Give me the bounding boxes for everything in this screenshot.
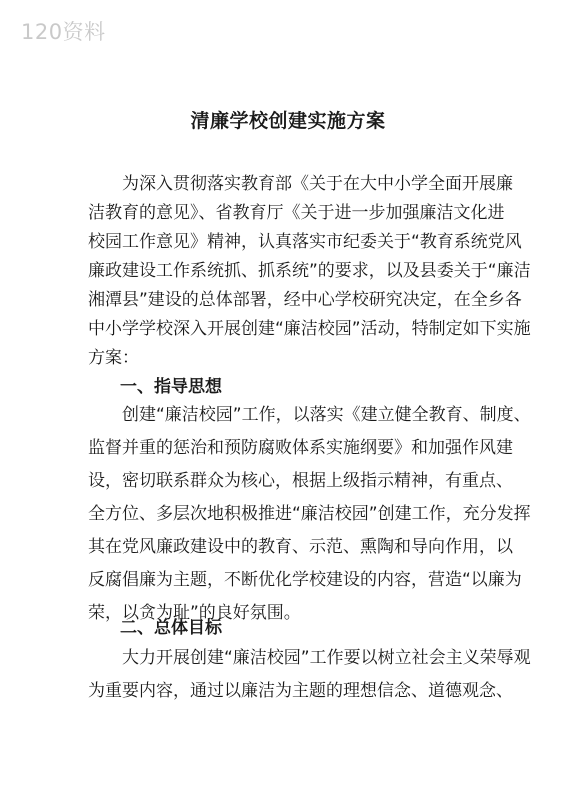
intro-line: 方案：: [88, 348, 139, 368]
section1-line: 荣，以贪为耻”的良好氛围。: [88, 603, 301, 623]
section2-line: 大力开展创建“廉洁校园”工作要以树立社会主义荣辱观: [122, 648, 531, 668]
intro-line: 中小学学校深入开展创建“廉洁校园”活动，特制定如下实施: [88, 319, 531, 339]
section1-line: 全方位、多层次地积极推进“廉洁校园”创建工作，充分发挥: [88, 504, 531, 524]
intro-line: 湘潭县”建设的总体部署，经中心学校研究决定，在全乡各: [88, 290, 522, 310]
section-heading-guiding-ideology: 一、指导思想: [120, 377, 222, 397]
section2-line: 为重要内容，通过以廉洁为主题的理想信念、道德观念、: [88, 681, 513, 701]
section1-line: 其在党风廉政建设中的教育、示范、熏陶和导向作用，以: [88, 537, 513, 557]
intro-line: 洁教育的意见》、省教育厅《关于进一步加强廉洁文化进: [88, 203, 505, 223]
section1-line: 设，密切联系群众为核心，根据上级指示精神，有重点、: [88, 471, 513, 491]
section1-line: 创建“廉洁校园”工作，以落实《建立健全教育、制度、: [122, 405, 531, 425]
document-title: 清廉学校创建实施方案: [190, 110, 386, 132]
intro-line: 为深入贯彻落实教育部《关于在大中小学全面开展廉: [122, 174, 513, 194]
watermark: 120资料: [21, 20, 106, 44]
section1-line: 监督并重的惩治和预防腐败体系实施纲要》和加强作风建: [88, 438, 513, 458]
section-heading-overall-goal: 二、总体目标: [120, 618, 222, 638]
intro-line: 廉政建设工作系统抓、抓系统”的要求，以及县委关于“廉洁: [88, 261, 531, 281]
intro-line: 校园工作意见》精神，认真落实市纪委关于“教育系统党风: [88, 232, 522, 252]
section1-line: 反腐倡廉为主题，不断优化学校建设的内容，营造“以廉为: [88, 570, 522, 590]
